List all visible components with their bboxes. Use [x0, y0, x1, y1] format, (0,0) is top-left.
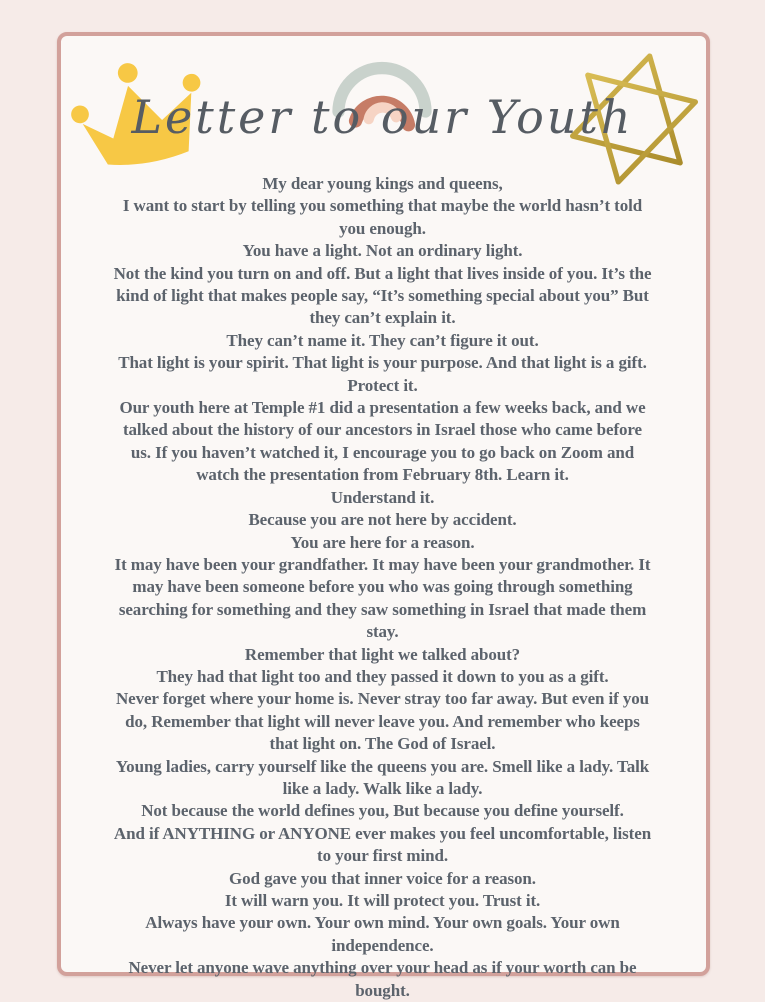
letter-line: God gave you that inner voice for a reason.	[229, 868, 536, 888]
letter-line: bought.	[355, 980, 410, 1000]
letter-line: Always have your own. Your own mind. Your own goals. Your own	[145, 913, 620, 933]
letter-line: Because you are not here by accident.	[248, 510, 517, 530]
letter-line: They can’t name it. They can’t figure it out.	[226, 330, 539, 350]
letter-line: Understand it.	[330, 487, 435, 507]
letter-line: Our youth here at Temple #1 did a presentation a few weeks back, and we	[119, 398, 646, 418]
letter-line: like a lady. Walk like a lady.	[282, 778, 483, 798]
letter-line: us. If you haven’t watched it, I encourage you to go back on Zoom and	[130, 442, 635, 462]
letter-line: stay.	[366, 622, 399, 642]
letter-line: may have been someone before you who was going through something	[132, 577, 633, 597]
letter-line: watch the presentation from February 8th. Learn it.	[196, 465, 569, 485]
letter-line: I want to start by telling you something that maybe the world hasn’t told	[122, 196, 643, 216]
letter-line: Protect it.	[347, 375, 418, 395]
letter-line: Never let anyone wave anything over your head as if your worth can be	[128, 958, 637, 978]
letter-line: Remember that light we talked about?	[244, 644, 521, 664]
letter-line: Not the kind you turn on and off. But a light that lives inside of you. It’s the	[113, 263, 652, 283]
letter-line: kind of light that makes people say, “It’s something special about you” But	[116, 286, 649, 306]
letter-line: you enough.	[339, 218, 426, 238]
letter-line: They had that light too and they passed it down to you as a gift.	[156, 666, 609, 686]
letter-line: to your first mind.	[317, 846, 448, 866]
letter-line: You have a light. Not an ordinary light.	[242, 241, 523, 261]
letter-line: Never forget where your home is. Never stray too far away. But even if you	[115, 689, 650, 709]
letter-line: independence.	[331, 935, 434, 955]
letter-line: Not because the world defines you, But because you define yourself.	[141, 801, 624, 821]
letter-line: that light on. The God of Israel.	[269, 734, 496, 754]
letter-line: searching for something and they saw something in Israel that made them	[118, 599, 647, 619]
letter-line: It will warn you. It will protect you. Trust it.	[224, 891, 541, 910]
letter-line: You are here for a reason.	[290, 532, 475, 552]
page-title: Letter to our Youth	[131, 90, 634, 144]
letter-line: It may have been your grandfather. It may have been your grandmother. It	[114, 554, 651, 574]
letter-line: talked about the history of our ancestors in Israel those who came before	[122, 420, 643, 440]
letter-line: do, Remember that light will never leave you. And remember who keeps	[125, 711, 640, 731]
letter-line: My dear young kings and queens,	[262, 174, 503, 193]
letter-body	[0, 173, 765, 1002]
letter-line: Young ladies, carry yourself like the queens you are. Smell like a lady. Talk	[115, 756, 650, 776]
letter-line: they can’t explain it.	[309, 308, 456, 328]
letter-line: And if ANYTHING or ANYONE ever makes you feel uncomfortable, listen	[113, 823, 652, 843]
letter-line: That light is your spirit. That light is your purpose. And that light is a gift.	[118, 353, 647, 373]
